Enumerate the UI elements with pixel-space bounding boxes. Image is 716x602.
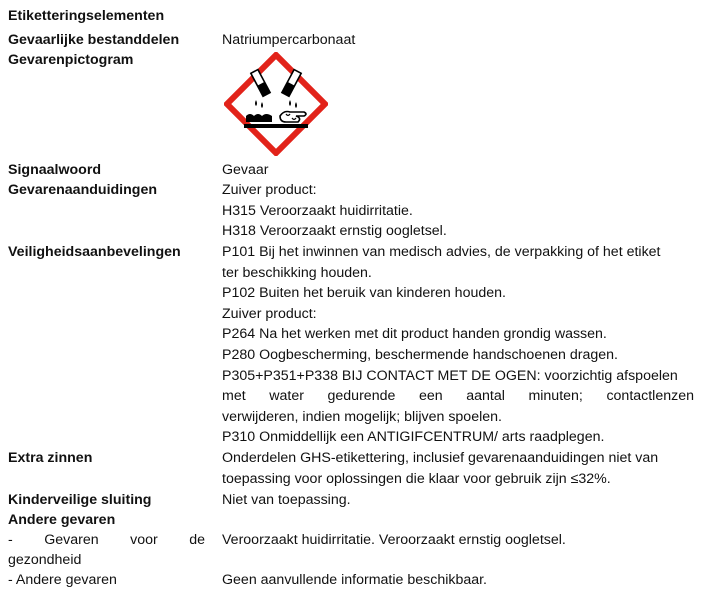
- precautionary-statements-label: Veiligheidsaanbevelingen: [8, 244, 181, 260]
- precaution-line: Zuiver product:: [222, 305, 317, 322]
- precaution-line: P264 Na het werken met dit product handen grondig wassen.: [222, 326, 607, 343]
- other-hazards-value: Geen aanvullende informatie beschikbaar.: [222, 572, 488, 588]
- health-hazards-label: - Gevaren voor de gezondheid: [8, 532, 205, 568]
- precaution-line: met water gedurende een aantal minuten; contactlenzen: [222, 388, 694, 405]
- extra-line: Onderdelen GHS-etikettering, inclusief gevarenaanduidingen niet van: [222, 450, 659, 466]
- hazard-statements-label: Gevarenaanduidingen: [8, 182, 158, 198]
- signal-word-label: Signaalwoord: [8, 162, 102, 178]
- precaution-line: P305+P351+P338 BIJ CONTACT MET DE OGEN: voorzichtig afspoelen: [222, 367, 678, 384]
- hazard-statements-value: [222, 180, 694, 242]
- ground-line: [244, 124, 308, 128]
- corroded-surface: [246, 114, 272, 122]
- other-hazards-label: Andere gevaren: [8, 512, 116, 528]
- precaution-line: P280 Oogbescherming, beschermende handschoenen dragen.: [222, 346, 618, 363]
- other-hazards-sub-label: - Andere gevaren: [8, 572, 117, 588]
- signal-word-value: Gevaar: [222, 162, 269, 178]
- section-title: Etiketteringselementen: [8, 8, 165, 24]
- precaution-line: P310 Onmiddellijk een ANTIGIFCENTRUM/ arts raadplegen.: [222, 429, 605, 446]
- hazard-line: Zuiver product:: [222, 182, 317, 198]
- precaution-line: P101 Bij het inwinnen van medisch advies, de verpakking of het etiket: [222, 244, 661, 260]
- precautionary-statements-value: [222, 242, 694, 448]
- extra-phrases-label: Extra zinnen: [8, 450, 93, 466]
- corrosion-pictogram-svg: [224, 52, 328, 156]
- pictogram-label: Gevarenpictogram: [8, 52, 134, 68]
- extra-phrases-value: [222, 448, 694, 489]
- precaution-line: ter beschikking houden.: [222, 264, 372, 281]
- precaution-line: verwijderen, indien mogelijk; blijven spoelen.: [222, 408, 502, 425]
- child-resistant-label: Kinderveilige sluiting: [8, 492, 152, 508]
- ghs05-corrosion-icon: [224, 52, 328, 156]
- health-hazards-value: Veroorzaakt huidirritatie. Veroorzaakt ernstig oogletsel.: [222, 532, 566, 548]
- extra-line: toepassing voor oplossingen die klaar voor gebruik zijn ≤32%.: [222, 470, 611, 487]
- hazardous-components-value: Natriumpercarbonaat: [222, 32, 356, 48]
- pictogram-diamond-border: [227, 55, 325, 153]
- hazardous-components-label: Gevaarlijke bestanddelen: [8, 32, 180, 48]
- child-resistant-value: Niet van toepassing.: [222, 492, 351, 508]
- precaution-line: P102 Buiten het beruik van kinderen houden.: [222, 285, 506, 302]
- hazard-line: H315 Veroorzaakt huidirritatie.: [222, 202, 413, 219]
- hazard-line: H318 Veroorzaakt ernstig oogletsel.: [222, 223, 447, 240]
